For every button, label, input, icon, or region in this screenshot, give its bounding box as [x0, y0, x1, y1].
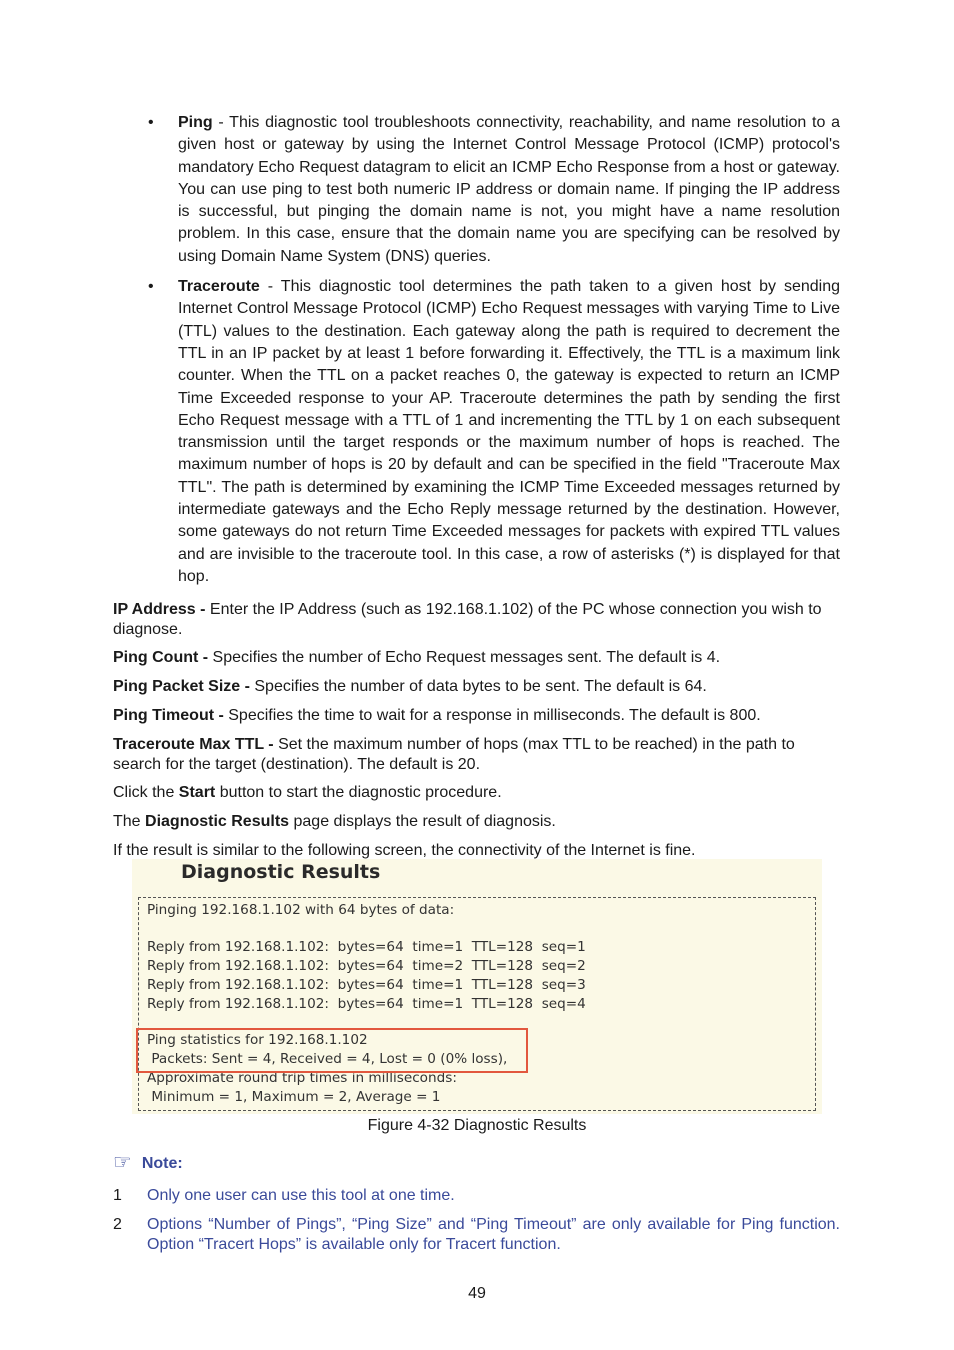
param-term: Ping Packet Size -	[113, 678, 250, 695]
param-traceroute-max-ttl	[113, 735, 840, 774]
result-intro: If the result is similar to the following screen, the connectivity of the Internet is fine.	[113, 842, 696, 859]
bullet-term: Ping	[178, 114, 213, 131]
param-ping-timeout	[113, 706, 840, 726]
sentence-term: Diagnostic Results	[145, 813, 290, 830]
param-text: Enter the IP Address (such as 192.168.1.102) of the PC whose connection you wish to diagnose.	[113, 601, 822, 638]
result-line: Ping statistics for 192.168.1.102	[147, 1032, 368, 1048]
note-text: Only one user can use this tool at one time.	[147, 1187, 455, 1204]
pointing-hand-icon: ☞	[113, 1151, 132, 1174]
bullet-dot: •	[148, 114, 154, 131]
sentence-term: Start	[178, 784, 216, 801]
param-text: Specifies the number of data bytes to be sent. The default is 64.	[249, 678, 707, 695]
param-term: Ping Timeout -	[113, 707, 224, 724]
param-text: Specifies the time to wait for a response in milliseconds. The default is 800.	[223, 707, 761, 724]
result-line: Reply from 192.168.1.102: bytes=64 time=1 TTL=128 seq=1	[147, 939, 586, 955]
bullet-text: - This diagnostic tool troubleshoots connectivity, reachability, and name resolution to a given host or gateway by using the Internet Control Message Protocol (ICMP) protocol's mandatory Echo Request datagram to elicit an ICMP Echo Response from a host or gateway. You can use ping to test both numeric IP address or domain name. If pinging the IP address is successful, but pinging the domain name is not, you might have a name resolution problem. In this case, ensure that the domain name you are specifying can be resolved by using Domain Name System (DNS) queries.	[178, 114, 840, 265]
param-term: Ping Count -	[113, 649, 209, 666]
result-line: Minimum = 1, Maximum = 2, Average = 1	[147, 1089, 441, 1105]
note-number: 2	[113, 1216, 122, 1233]
click-start-instruction	[113, 783, 840, 803]
page-number: 49	[468, 1285, 486, 1302]
param-text: Specifies the number of Echo Request messages sent. The default is 4.	[208, 649, 721, 666]
note-item	[113, 1186, 840, 1206]
bullet-text: - This diagnostic tool determines the path taken to a given host by sending Internet Control Message Protocol (ICMP) Echo Request messages with varying Time to Live (TTL) values to the destination. Each gateway along the path is required to decrement the TTL in an IP packet by at least 1 before forwarding it. Effectively, the TTL is a maximum link counter. When the TTL on a packet reaches 0, the gateway is expected to return an ICMP Time Exceeded response to your AP. Traceroute determines the path by sending the first Echo Request message with a TTL of 1 and incrementing the TTL by 1 on each subsequent transmission until the target responds or the maximum number of hops is reached. The maximum number of hops is 20 by default and can be specified in the field "Traceroute Max TTL". The path is determined by examining the ICMP Time Exceeded messages returned by intermediate gateways and the Echo Reply message returned by the destination. However, some gateways do not return Time Exceeded messages for packets with expired TTL values and are invisible to the traceroute tool. In this case, a row of asterisks (*) is displayed for that hop.	[178, 278, 840, 585]
result-line: Reply from 192.168.1.102: bytes=64 time=1 TTL=128 seq=3	[147, 977, 586, 993]
param-text: Set the maximum number of hops (max TTL to be reached) in the path to search for the target (destination). The default is 20.	[113, 736, 795, 773]
result-line: Approximate round trip times in milliseconds:	[147, 1070, 457, 1086]
param-term: IP Address -	[113, 601, 206, 618]
result-line: Reply from 192.168.1.102: bytes=64 time=2 TTL=128 seq=2	[147, 958, 586, 974]
sentence-part: page displays the result of diagnosis.	[289, 813, 556, 830]
bullet-term: Traceroute	[178, 278, 260, 296]
bullet-ping	[148, 112, 840, 268]
sentence-part: Click the	[113, 784, 179, 801]
tool-description-list	[148, 112, 840, 596]
note-label: Note:	[141, 1155, 183, 1172]
sentence-part: The	[113, 813, 146, 830]
statistics-highlight-box	[136, 1028, 528, 1073]
sentence-part: button to start the diagnostic procedure.	[215, 784, 502, 801]
figure-caption: Figure 4-32 Diagnostic Results	[367, 1117, 587, 1134]
screenshot-title: Diagnostic Results	[181, 861, 381, 883]
param-term: Traceroute Max TTL -	[113, 736, 274, 753]
bullet-dot: •	[148, 278, 154, 296]
param-ip-address	[113, 600, 840, 639]
note-heading	[113, 1150, 183, 1175]
diagnostic-results-sentence	[113, 812, 840, 832]
note-item	[113, 1215, 840, 1255]
note-number: 1	[113, 1187, 122, 1204]
result-line: Packets: Sent = 4, Received = 4, Lost = 0 (0% loss),	[147, 1051, 508, 1067]
diagnostic-results-screenshot	[132, 859, 822, 1114]
param-ping-packet-size	[113, 677, 840, 697]
bullet-traceroute	[148, 276, 840, 588]
result-line: Reply from 192.168.1.102: bytes=64 time=1 TTL=128 seq=4	[147, 996, 586, 1012]
note-text: Options “Number of Pings”, “Ping Size” and “Ping Timeout” are only available for Ping function. Option “Tracert Hops” is available only for Tracert function.	[147, 1216, 840, 1253]
results-box	[138, 897, 816, 1111]
param-ping-count	[113, 648, 840, 668]
result-line: Pinging 192.168.1.102 with 64 bytes of data:	[147, 902, 455, 918]
